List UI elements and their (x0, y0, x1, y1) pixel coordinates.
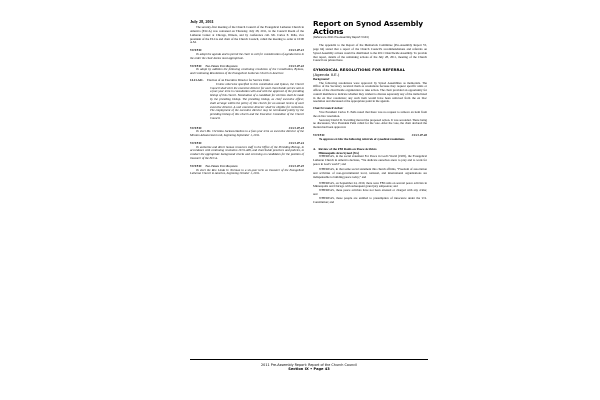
voted-code: CC11.07.45 (288, 163, 304, 168)
footer-divider (190, 359, 428, 360)
bylaw-title: Election of an Executive Director for Service Units (207, 78, 270, 83)
referral-item-letter: A. (313, 146, 317, 151)
intro-paragraph: The appendix to the Report of the Memorials Committee (Pre-Assembly Report VI, page 64) stated that a report of the Church Council's recommendations and referrals on Synod Assembly actions would be distributed to the 2011 Churchwide Assembly. To provide that report, details of the remaining actions of the July 28, 2011, meeting of the Church Council are printed here. (313, 43, 427, 63)
church-council-action-label: Church Council Action: (313, 106, 344, 111)
whereas-text: in that same social statement this church affirms, "Freedom of association and activities of non-governmental local, national, and international organizations are indispensable to building peace today;" and (313, 167, 427, 180)
whereas-text: on September 24, 2010, there were FBI raids on several peace activists in Minneapolis and Chicago with subsequent grand jury subpoenas; and (313, 180, 427, 189)
background-label: Background: (313, 76, 330, 81)
bylaw-number: 14.21.A11. (190, 78, 204, 83)
vote-body-45: To elect the Rev. Linda O. Norman to a six-year term as treasurer of the Evangelical Lutheran Church in America, beginning October 1, 2011. (190, 167, 304, 176)
whereas-text: these peace activists have not been arrested or charged with any crime; and (313, 188, 427, 196)
whereas-lead: WHEREAS, (319, 167, 335, 172)
vote-body-41: To adopt the agenda and to permit the chair to call for consideration of agenda items in the order the chair deems most appropriate. (190, 52, 304, 60)
voted-label: VOTED: (190, 63, 203, 68)
footer-report-title: 2011 Pre-Assembly Report: Report of the Church Council (261, 363, 357, 367)
referral-item-synod: Minneapolis Area Synod (3G) (318, 150, 359, 155)
whereas-text: these people are entitled to presumption of innocence under the U.S. Constitution; and (313, 195, 427, 204)
whereas-lead: WHEREAS, (319, 195, 335, 200)
voted-code: CC11.07.46 (411, 133, 427, 138)
whereas-lead: WHEREAS, (319, 188, 335, 193)
whereas-clause (313, 155, 427, 166)
left-column (190, 20, 304, 353)
vote-body-prefix: To approve (319, 136, 335, 141)
vote-body-42: To adopt by addition the following continuing resolution of the Constitution, Bylaws, and Continuing Resolutions of the Evangelical Lutheran Church in America: (190, 67, 304, 76)
page-footer (190, 363, 428, 372)
title-reference: (Reference 2011 Pre-Assembly Report VI.64) (313, 36, 369, 40)
voted-label: VOTED: (190, 48, 203, 53)
voted-code: CC11.07.41 (288, 48, 304, 53)
vote-body-44: To authorize and direct human resources staff in the Office of the Presiding Bishop, in accordance with continuing resolution 19.31.A09, and churchwide practices and policies, to conduct the appropriate background checks and screening on candidates for the position of treasurer of the ELCA. (190, 144, 304, 160)
whereas-text: in the social statement For Peace in God's World (1995), the Evangelical Lutheran Church in America declares, "We dedicate ourselves anew to pray and to work for peace in God's world"; and (313, 154, 427, 166)
voted-code: CC11.07.43 (288, 125, 304, 130)
background-paragraph: The following resolutions were approved by Synod Assemblies as memorials. The Office of the Secretary received them as resolutions because they request specific units or offices of the churchwide organization to take action. The chair provided an opportunity for council members to indicate whether they wished to discuss separately any of the items listed in the en bloc resolution; any such item would have been removed from the en bloc resolution and discussed at the appropriate point in the agenda. (313, 80, 427, 104)
referral-item-heading (313, 147, 427, 151)
footer-section-page: Section IX • Page 43 (288, 367, 330, 372)
opening-paragraph: The seventy-first meeting of the Church Council of the Evangelical Lutheran Church in America (ELCA) was convened on Thursday, July 28, 2011, in the Council Room of the Lutheran Center at Chicago, Illinois, and by conference call. Mr. Carlos E. Peña, vice president of the ELCA and chair of the Church Council, called the meeting to order at 10:00 A.M. (190, 25, 304, 45)
whereas-lead: WHEREAS, (319, 180, 335, 185)
voted-label: VOTED: (190, 163, 203, 168)
whereas-clause (313, 168, 427, 179)
bylaw-body: Unless otherwise specified in this constitution and bylaws, the Church Council shall elect the executive director for each churchwide service unit to a four-year term in consultation with and with the approval of the presiding bishop of this church. Nomination of a candidate for election shall be made by the presiding bishop. The presiding bishop, as chief executive officer, shall arrange within the policy of this church for an annual review of each executive director. A unit executive director shall be eligible for reelection. The employment of the executive director may be terminated jointly by the presiding bishop of this church and the Executive Committee of the Church Council. (210, 81, 304, 120)
action-paragraph-2: Secretary David D. Swartling moved the proposed action. It was seconded. There being no discussion, Vice President Peña called for the vote. After the vote, the chair declared the motion had been approved. (313, 117, 427, 130)
vote-body-suffix: the following referrals of synodical resolutions. (343, 136, 406, 141)
page-content (190, 20, 428, 353)
action-paragraph-1: Vice President Carlos E. Peña noted that there was no request to remove an item from the en bloc resolution. (313, 110, 427, 118)
vote-body-italic: en bloc (334, 136, 344, 141)
vote-body-43: To elect Ms. Christina Jackson-Skelton to a four-year term as executive director of the Mission Advancement unit, beginning September 1, 2011. (190, 129, 304, 138)
whereas-clause (313, 197, 427, 205)
voted-label: VOTED: (190, 125, 203, 130)
referral-item-title: Review of the FBI Raids on Peace Activists (318, 146, 377, 151)
whereas-lead: WHEREAS, (319, 154, 335, 159)
section-heading: SYNODICAL RESOLUTIONS FOR REFERRAL (313, 67, 406, 73)
voted-sublabel: Two-Thirds Vote Required (205, 164, 238, 168)
right-column (313, 20, 427, 353)
voted-label: VOTED: (190, 141, 203, 146)
section-subheading: (Agenda II.E.) (313, 71, 340, 77)
voted-label: VOTED: (313, 133, 326, 138)
voted-sublabel: Two-Thirds Vote Required (205, 64, 238, 68)
voted-code: CC11.07.42 (288, 63, 304, 68)
page-title: Report on Synod Assembly Actions (313, 19, 424, 37)
voted-code: CC11.07.44 (288, 141, 304, 146)
date-heading: July 28, 2011 (190, 19, 214, 24)
